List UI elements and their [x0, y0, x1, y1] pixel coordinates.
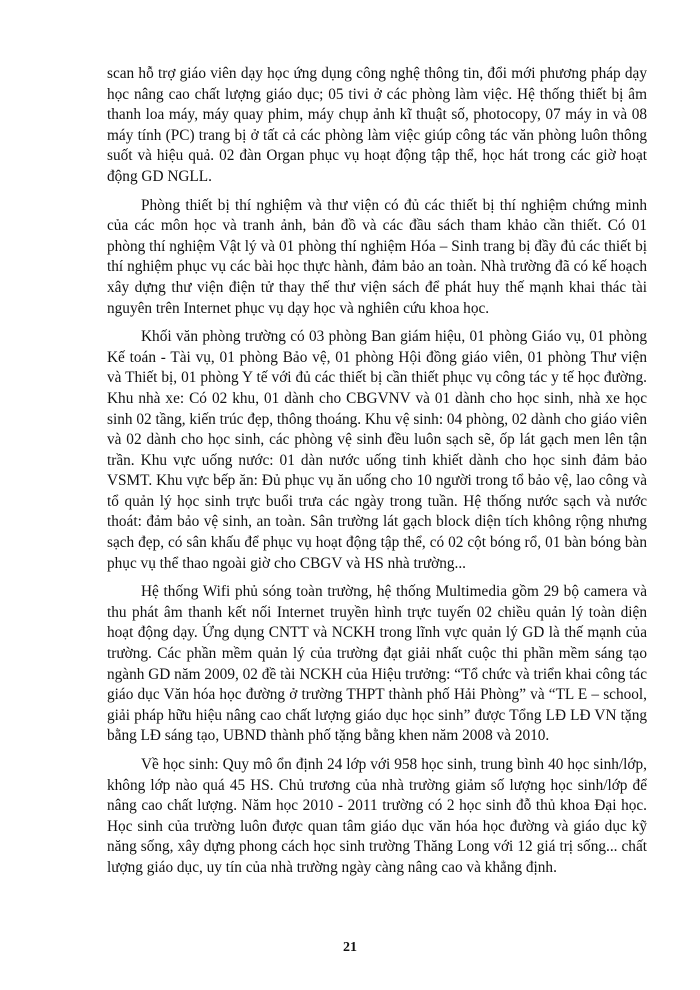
paragraph-office-facilities: Khối văn phòng trường có 03 phòng Ban giám hiệu, 01 phòng Giáo vụ, 01 phòng Kế toán - Tài vụ, 01 phòng Bảo vệ, 01 phòng Hội đồng giáo viên, 01 phòng Thư viện và Thiết bị, 01 phòng Y tế với đủ các thiết bị cần thiết phục vụ công tác y tế học đường. Khu nhà xe: Có 02 khu, 01 dành cho CBGVNV và 01 dành cho học sinh, nhà xe học sinh 02 tầng, kiến trúc đẹp, thông thoáng. Khu vệ sinh: 04 phòng, 02 dành cho giáo viên và 02 dành cho học sinh, các phòng vệ sinh đều luôn sạch sẽ, ốp lát gạch men lên tận trần. Khu vực uống nước: 01 dàn nước uống tinh khiết dành cho học sinh đảm bảo VSMT. Khu vực bếp ăn: Đủ phục vụ ăn uống cho 10 người trong tổ bảo vệ, lao công và tổ quản lý học sinh trực buổi trưa các ngày trong tuần. Hệ thống nước sạch và nước thoát: đảm bảo vệ sinh, an toàn. Sân trường lát gạch block diện tích không rộng nhưng sạch đẹp, có sân khấu để phục vụ hoạt động tập thể, có 02 cột bóng rổ, 01 bàn bóng bàn phục vụ thể thao ngoài giờ cho CBGV và HS nhà trường...: [107, 328, 647, 572]
paragraph-wifi-multimedia: Hệ thống Wifi phủ sóng toàn trường, hệ thống Multimedia gồm 29 bộ camera và thu phát âm thanh kết nối Internet truyền hình trực tuyến 02 chiều quản lý toàn diện hoạt động dạy. Ứng dụng CNTT và NCKH trong lĩnh vực quản lý GD là thế mạnh của trường. Các phần mềm quản lý của trường đạt giải nhất cuộc thi phần mềm sáng tạo ngành GD năm 2009, 02 đề tài NCKH của Hiệu trưởng: “Tổ chức và triển khai công tác giáo dục Văn hóa học đường ở trường THPT thành phố Hải Phòng” và “TL E – school, giải pháp hữu hiệu nâng cao chất lượng giáo dục học sinh” được Tổng LĐ LĐ VN tặng bằng LĐ sáng tạo, UBND thành phố tặng bằng khen năm 2008 và 2010.: [107, 583, 647, 745]
paragraph-lab-library: Phòng thiết bị thí nghiệm và thư viện có đủ các thiết bị thí nghiệm chứng minh của các môn học và tranh ảnh, bản đồ và các đầu sách tham khảo cần thiết. Có 01 phòng thí nghiệm Vật lý và 01 phòng thí nghiệm Hóa – Sinh trang bị đầy đủ các thiết bị thí nghiệm phục vụ các bài học thực hành, đảm bảo an toàn. Nhà trường đã có kế hoạch xây dựng thư viện điện tử thay thế thư viện sách để phát huy thế mạnh khai thác tài nguyên trên Internet phục vụ dạy học và nghiên cứu khoa học.: [107, 196, 647, 317]
paragraph-students: Về học sinh: Quy mô ổn định 24 lớp với 958 học sinh, trung bình 40 học sinh/lớp, không lớp nào quá 45 HS. Chủ trương của nhà trường giảm số lượng học sinh/lớp để nâng cao chất lượng. Năm học 2010 - 2011 trường có 2 học sinh đỗ thủ khoa Đại học. Học sinh của trường luôn được quan tâm giáo dục văn hóa học đường và giáo dục kỹ năng sống, xây dựng phong cách học sinh trường Thăng Long với 12 giá trị sống... chất lượng giáo dục, uy tín của nhà trường ngày càng nâng cao và khẳng định.: [107, 756, 647, 876]
page-number: 21: [343, 940, 357, 955]
body-text: [107, 64, 647, 887]
paragraph-equipment-continued: scan hỗ trợ giáo viên dạy học ứng dụng công nghệ thông tin, đổi mới phương pháp dạy học nâng cao chất lượng giáo dục; 05 tivi ở các phòng làm việc. Hệ thống thiết bị âm thanh loa máy, máy quay phim, máy chụp ảnh kĩ thuật số, photocopy, 07 máy in và 08 máy tính (PC) trang bị ở tất cả các phòng làm việc giúp công tác văn phòng luôn thông suốt và hiệu quả. 02 đàn Organ phục vụ hoạt động tập thể, học hát trong các giờ hoạt động GD NGLL.: [107, 65, 647, 185]
